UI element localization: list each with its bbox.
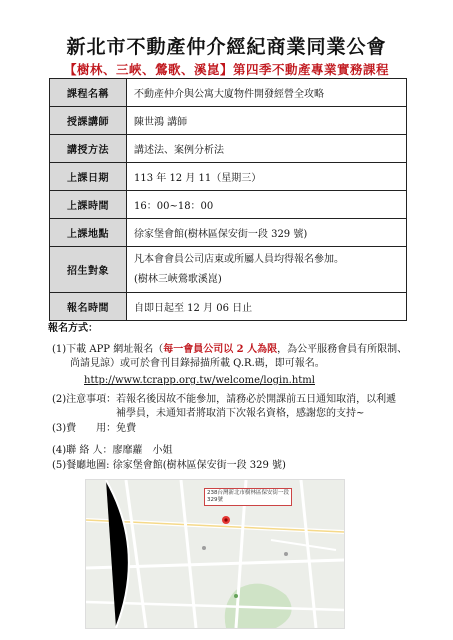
row-value: 陳世鴻 講師 [127, 107, 407, 135]
table-row [50, 219, 407, 247]
table-row [50, 163, 407, 191]
signup-item-2 [52, 393, 414, 421]
venue-map[interactable] [85, 479, 345, 629]
table-row [50, 293, 407, 321]
row-label: 報名時間 [50, 293, 127, 321]
row-label: 上課時間 [50, 191, 127, 219]
table-row [50, 107, 407, 135]
row-value: 徐家堡會館(樹林區保安街一段 329 號) [127, 219, 407, 247]
signup-header: 報名方式： [48, 323, 98, 334]
row-label: 上課地點 [50, 219, 127, 247]
row-label: 授課講師 [50, 107, 127, 135]
signup-item-1-line2: 尚請見諒）或可於會刊目錄掃描所載 Q.R.碼，即可報名。 [70, 358, 325, 369]
page-title: 新北市不動產仲介經紀商業同業公會 [66, 36, 387, 58]
row-label: 招生對象 [50, 247, 127, 293]
row-value-line: 凡本會會員公司店東或所屬人員均得報名參加。 [134, 253, 344, 265]
signup-item-contact: (4)聯 絡 人：廖靡蘿 小姐 [52, 445, 173, 456]
signup-item-2-line2: 補學員，未通知者將取消下次報名資格，感謝您的支持~ [116, 408, 365, 419]
row-label: 課程名稱 [50, 79, 127, 107]
row-label: 講授方法 [50, 135, 127, 163]
table-row [50, 135, 407, 163]
signup-item-map: (5)餐廳地圖: 徐家堡會館(樹林區保安街一段 329 號) [52, 460, 286, 471]
row-value: 不動產仲介與公寓大廈物件開發經營全攻略 [127, 79, 407, 107]
signup-item-fee: (3)費 用：免費 [52, 423, 137, 434]
signup-item-2-line1: (2)注意事項：若報名後因故不能參加，請務必於開課前五日通知取消，以利遞 [52, 394, 397, 405]
signup-url-link[interactable]: http://www.tcrapp.org.tw/welcome/login.html [84, 375, 315, 386]
row-value: 講述法、案例分析法 [127, 135, 407, 163]
row-value [127, 247, 407, 293]
signup-item-1-line1 [52, 343, 412, 357]
signup-item-1-post: ，為公平服務會員有所限制、 [277, 344, 408, 355]
row-value: 自即日起至 12 月 06 日止 [127, 293, 407, 321]
map-pin-label: 238台灣新北市樹林區保安街一段329號 [204, 488, 292, 506]
row-label: 上課日期 [50, 163, 127, 191]
table-row [50, 191, 407, 219]
course-info-table [49, 78, 407, 321]
signup-limit-note: 每一會員公司以 2 人為限 [163, 344, 278, 355]
signup-item-1 [52, 343, 412, 371]
row-value: 16：00~18：00 [127, 191, 407, 219]
page-subtitle: 【樹林、三峽、鶯歌、溪崑】第四季不動產專業實務課程 [63, 62, 389, 77]
signup-item-1-pre: (1)下載 APP 網址報名（ [52, 344, 164, 355]
row-value: 113 年 12 月 11（星期三） [127, 163, 407, 191]
table-row [50, 247, 407, 293]
row-value-line: (樹林三峽鶯歌溪崑) [134, 273, 222, 285]
table-row [50, 79, 407, 107]
